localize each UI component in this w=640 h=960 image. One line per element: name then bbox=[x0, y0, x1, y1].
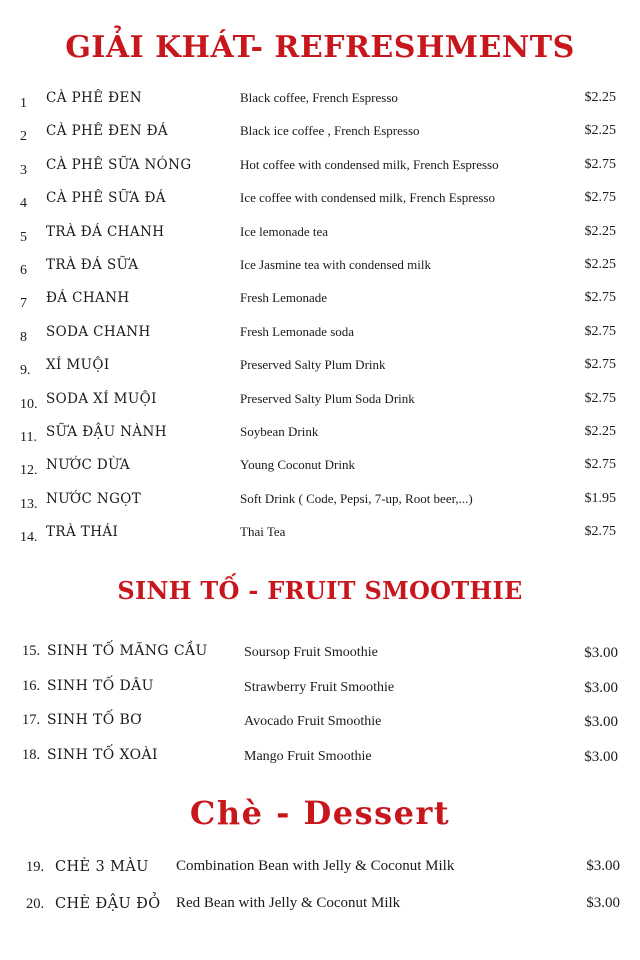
menu-item-name: SINH TỐ MÃNG CẦU bbox=[47, 643, 208, 659]
menu-item-name: CHÈ ĐẬU ĐỎ bbox=[55, 896, 161, 912]
menu-item-num: 13. bbox=[20, 496, 38, 512]
menu-item bbox=[0, 747, 640, 771]
menu-item bbox=[0, 190, 640, 214]
menu-item-name: SỮA ĐẬU NÀNH bbox=[46, 424, 167, 440]
dessert-heading: Chè - Dessert bbox=[189, 794, 451, 832]
menu-item-price: $2.75 bbox=[584, 290, 616, 306]
menu-item-num: 11. bbox=[20, 430, 37, 445]
menu-item-desc: Fresh Lemonade bbox=[240, 290, 328, 306]
menu-item-name: XÍ MUỘI bbox=[46, 357, 110, 374]
menu-item-name: TRÀ THÁI bbox=[46, 524, 119, 541]
menu-item-name: SINH TỐ DÂU bbox=[47, 677, 154, 694]
menu-item-desc: Fresh Lemonade soda bbox=[240, 323, 355, 339]
menu-item-num: 1 bbox=[20, 96, 27, 111]
menu-item-name: NƯỚC DỪA bbox=[46, 457, 131, 474]
menu-item-price: $3.00 bbox=[586, 858, 620, 874]
menu-item-desc: Soft Drink ( Code, Pepsi, 7-up, Root beer,...) bbox=[240, 490, 473, 506]
menu-item bbox=[0, 643, 640, 667]
menu-item bbox=[0, 224, 640, 248]
menu-item bbox=[0, 123, 640, 147]
menu-item-price: $2.25 bbox=[584, 424, 616, 439]
menu-item-num: 10. bbox=[20, 396, 38, 412]
menu-item bbox=[0, 357, 640, 381]
menu-item-price: $3.00 bbox=[584, 679, 618, 696]
menu-item-num: 9. bbox=[20, 363, 31, 379]
menu-item-name: SODA XÍ MUỘI bbox=[46, 390, 157, 407]
menu-item-num: 19. bbox=[26, 859, 45, 875]
menu-item-desc: Preserved Salty Plum Drink bbox=[240, 357, 386, 373]
menu-item-name: SODA CHANH bbox=[46, 323, 151, 340]
menu-item-price: $2.75 bbox=[584, 190, 616, 206]
menu-item-name: SINH TỐ BƠ bbox=[47, 712, 143, 728]
menu-item-name: NƯỚC NGỌT bbox=[46, 490, 142, 507]
menu-item-num: 12. bbox=[20, 463, 38, 479]
menu-item-price: $2.25 bbox=[584, 257, 616, 272]
menu-item bbox=[0, 678, 640, 702]
menu-item bbox=[0, 712, 640, 736]
menu-item-num: 20. bbox=[26, 896, 45, 912]
menu-item-price: $2.75 bbox=[584, 156, 616, 172]
menu-item-price: $2.25 bbox=[584, 90, 616, 105]
menu-item-name: TRÀ ĐÁ SỮA bbox=[46, 257, 139, 273]
menu-item bbox=[0, 524, 640, 548]
menu-item-desc: Ice coffee with condensed milk, French Espresso bbox=[240, 190, 495, 206]
menu-item-num: 3 bbox=[20, 162, 27, 178]
menu-item bbox=[0, 324, 640, 348]
menu-item-price: $3.00 bbox=[584, 714, 618, 730]
menu-item-desc: Avocado Fruit Smoothie bbox=[244, 714, 382, 729]
menu-item-desc: Hot coffee with condensed milk, French Espresso bbox=[240, 156, 499, 172]
menu-item-num: 6 bbox=[20, 263, 27, 278]
menu-item bbox=[0, 157, 640, 181]
menu-item-num: 14. bbox=[20, 530, 38, 546]
menu-item-desc: Red Bean with Jelly & Coconut Milk bbox=[176, 895, 401, 911]
menu-item-desc: Ice lemonade tea bbox=[240, 223, 329, 239]
menu-item-num: 4 bbox=[20, 196, 27, 212]
menu-item-name: CÀ PHÊ SỮA NÓNG bbox=[46, 156, 192, 173]
menu-item-desc: Soybean Drink bbox=[240, 424, 319, 439]
menu-item-price: $2.75 bbox=[584, 357, 616, 373]
menu-item-name: ĐÁ CHANH bbox=[46, 290, 130, 307]
menu-item-name: CHÈ 3 MÀU bbox=[55, 859, 149, 875]
menu-item-desc: Black ice coffee , French Espresso bbox=[240, 123, 420, 139]
menu-item-price: $2.25 bbox=[584, 123, 616, 139]
menu-item-desc: Black coffee, French Espresso bbox=[240, 90, 398, 105]
menu-item-num: 5 bbox=[20, 229, 27, 245]
menu-item-num: 18. bbox=[22, 746, 41, 763]
menu-item bbox=[0, 290, 640, 314]
menu-item-num: 8 bbox=[20, 329, 27, 345]
menu-item-desc: Thai Tea bbox=[240, 524, 286, 540]
menu-item-price: $3.00 bbox=[584, 645, 618, 661]
menu-item-desc: Ice Jasmine tea with condensed milk bbox=[240, 257, 431, 272]
menu-item-price: $1.95 bbox=[584, 490, 616, 506]
menu-item-name: TRÀ ĐÁ CHANH bbox=[46, 223, 165, 240]
menu-item-price: $2.75 bbox=[584, 457, 616, 473]
menu-item-num: 16. bbox=[22, 677, 41, 694]
menu-item bbox=[0, 491, 640, 515]
menu-item-num: 15. bbox=[22, 643, 41, 659]
menu-item bbox=[0, 857, 640, 881]
menu-item-name: CÀ PHÊ SỮA ĐÁ bbox=[46, 190, 166, 207]
menu-item-price: $2.75 bbox=[584, 390, 616, 406]
menu-item bbox=[0, 424, 640, 448]
menu-item-name: SINH TỐ XOÀI bbox=[47, 746, 158, 763]
menu-item-desc: Preserved Salty Plum Soda Drink bbox=[240, 390, 415, 406]
menu-item bbox=[0, 391, 640, 415]
menu-item bbox=[0, 257, 640, 281]
menu-item-num: 17. bbox=[22, 712, 41, 728]
menu-item-name: CÀ PHÊ ĐEN ĐÁ bbox=[46, 123, 169, 140]
menu-item-desc: Strawberry Fruit Smoothie bbox=[244, 679, 395, 695]
menu-item-num: 2 bbox=[20, 129, 27, 145]
menu-item-price: $3.00 bbox=[586, 895, 620, 911]
menu-item bbox=[0, 894, 640, 918]
menu-item bbox=[0, 90, 640, 114]
menu-item-price: $3.00 bbox=[584, 748, 618, 765]
menu-item-desc: Combination Bean with Jelly & Coconut Milk bbox=[176, 858, 455, 874]
menu-item-price: $2.25 bbox=[584, 223, 616, 239]
menu-item-desc: Young Coconut Drink bbox=[240, 457, 355, 473]
menu-item-name: CÀ PHÊ ĐEN bbox=[46, 90, 142, 106]
refreshments-heading: GIẢI KHÁT- REFRESHMENTS bbox=[65, 30, 575, 65]
menu-item-desc: Soursop Fruit Smoothie bbox=[244, 645, 378, 660]
menu-item-num: 7 bbox=[20, 296, 27, 312]
menu-item-price: $2.75 bbox=[584, 524, 616, 540]
menu-item-desc: Mango Fruit Smoothie bbox=[244, 748, 372, 764]
menu-item-price: $2.75 bbox=[584, 323, 616, 339]
menu-item bbox=[0, 457, 640, 481]
smoothie-heading: SINH TỐ - FRUIT SMOOTHIE bbox=[117, 576, 523, 605]
